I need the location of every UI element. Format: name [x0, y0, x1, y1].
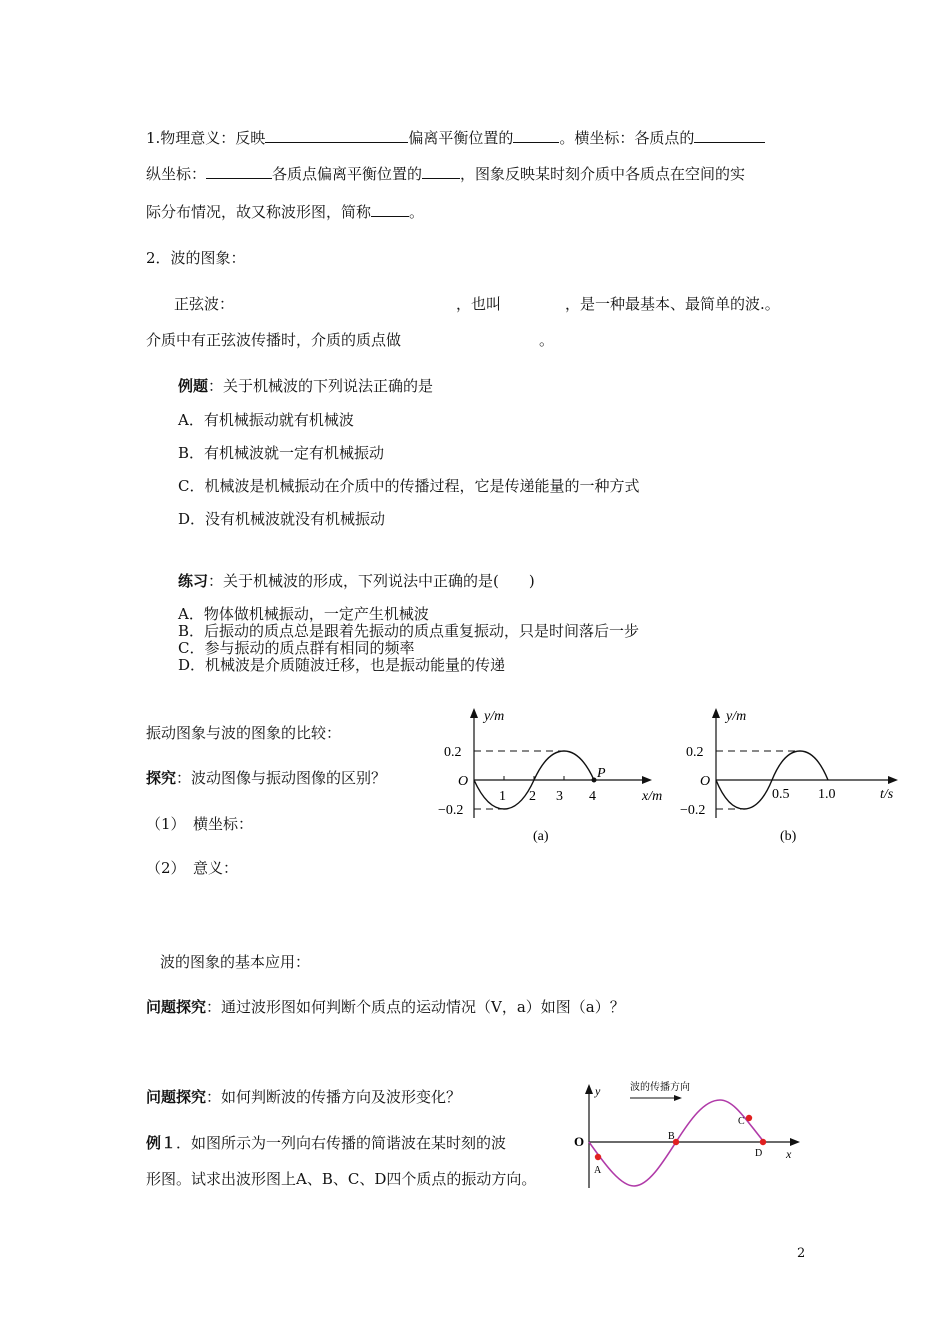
example-label: 例题: [178, 377, 209, 395]
text: 1.物理意义：反映: [146, 129, 266, 147]
example-1-label: 例１: [146, 1134, 177, 1152]
text: ：如何判断波的传播方向及波形变化？: [206, 1088, 462, 1106]
practice-label: 练习: [178, 572, 209, 590]
wave-graph-a: [430, 700, 680, 850]
text: 偏离平衡位置的: [408, 129, 514, 147]
problem-label: 问题探究: [146, 1088, 207, 1106]
problem-label: 问题探究: [146, 998, 207, 1016]
x-axis-label: t/s: [880, 787, 894, 802]
option: C．参与振动的质点群有相同的频率: [178, 639, 415, 657]
x-tick: 4: [589, 789, 596, 804]
application-title: 波的图象的基本应用：: [160, 953, 311, 971]
point-c-dot: [746, 1115, 752, 1121]
point-a-label: A: [594, 1165, 602, 1176]
x-axis-label: x/m: [642, 789, 663, 804]
option: D．没有机械波就没有机械振动: [178, 510, 386, 528]
text: ：关于机械波的形成，下列说法中正确的是( ): [208, 572, 535, 590]
point-b-label: B: [668, 1131, 675, 1142]
y-axis-label: y/m: [726, 709, 747, 724]
option: A．有机械振动就有机械波: [178, 411, 354, 429]
option: D．机械波是介质随波迁移，也是振动能量的传递: [178, 656, 506, 674]
text: 各质点偏离平衡位置的: [272, 165, 423, 183]
page-number: 2: [797, 1246, 806, 1261]
definition-line-3: [146, 202, 424, 222]
y-axis-label: y: [595, 1084, 601, 1098]
blank: [265, 128, 408, 143]
text: ，图象反映某时刻介质中各质点在空间的实: [460, 165, 746, 183]
x-tick: 1.0: [818, 787, 836, 802]
definition-line-1: [146, 128, 765, 148]
x-axis-label: x: [786, 1147, 792, 1161]
blank: [694, 128, 765, 143]
point-a-dot: [595, 1154, 601, 1160]
definition-line-2: [146, 164, 745, 184]
origin-label: O: [700, 774, 711, 789]
text: ：关于机械波的下列说法正确的是: [208, 377, 434, 395]
text: ：通过波形图如何判断个质点的运动情况（V，a）如图（a）？: [206, 998, 625, 1016]
option: A．物体做机械振动，一定产生机械波: [178, 605, 429, 623]
point-d-label: D: [755, 1148, 763, 1159]
text: 介质中有正弦波传播时，介质的质点做: [146, 331, 402, 349]
medium-line: [146, 330, 554, 350]
caption: (b): [780, 829, 797, 844]
blank: [371, 202, 409, 217]
text: 。横坐标：各质点的: [559, 129, 695, 147]
text: ，也叫: [456, 295, 502, 313]
practice-question: [178, 571, 535, 591]
y-tick-neg: −0.2: [438, 803, 464, 818]
example-1-line-2: 形图。试求出波形图上A、B、C、D四个质点的振动方向。: [146, 1170, 537, 1188]
sine-line: [174, 294, 780, 314]
vibration-graph-b: [672, 700, 912, 850]
example-question: [178, 376, 433, 396]
explore-label: 探究: [146, 769, 177, 787]
y-axis-label: y/m: [484, 709, 505, 724]
x-tick: 0.5: [772, 787, 790, 802]
origin-label: O: [458, 774, 469, 789]
explore-line: [146, 768, 386, 788]
problem-line-2: [146, 1087, 461, 1107]
caption: (a): [533, 829, 549, 844]
example-1-line-1: [146, 1133, 506, 1153]
wave-propagation-graph: [566, 1076, 806, 1196]
item-abscissa: （1） 横坐标：: [146, 815, 254, 833]
text: 纵坐标：: [146, 165, 207, 183]
y-tick-neg: −0.2: [680, 803, 706, 818]
point-p-label: P: [597, 766, 606, 781]
text: 。: [409, 203, 425, 221]
blank: [422, 164, 460, 179]
point-d-dot: [760, 1139, 766, 1145]
point-c-label: C: [738, 1116, 745, 1127]
text: ，是一种最基本、最简单的波.。: [565, 295, 780, 313]
problem-line-1: [146, 997, 625, 1017]
direction-label: 波的传播方向: [630, 1082, 690, 1093]
x-tick: 2: [529, 789, 536, 804]
section-heading: 2．波的图象：: [146, 249, 246, 267]
text: 。: [539, 331, 555, 349]
blank: [513, 128, 559, 143]
text: 际分布情况，故又称波形图，简称: [146, 203, 372, 221]
option: B．后振动的质点总是跟着先振动的质点重复振动，只是时间落后一步: [178, 622, 640, 640]
option: B．有机械波就一定有机械振动: [178, 444, 385, 462]
comparison-title: 振动图象与波的图象的比较：: [146, 724, 342, 742]
text: 正弦波：: [174, 295, 235, 313]
text: ：波动图像与振动图像的区别？: [176, 769, 387, 787]
option: C．机械波是机械振动在介质中的传播过程，它是传递能量的一种方式: [178, 477, 640, 495]
x-tick: 1: [499, 789, 506, 804]
y-tick-pos: 0.2: [444, 745, 462, 760]
blank: [206, 164, 272, 179]
y-tick-pos: 0.2: [686, 745, 704, 760]
text: ．如图所示为一列向右传播的简谐波在某时刻的波: [176, 1134, 507, 1152]
x-tick: 3: [556, 789, 563, 804]
item-meaning: （2） 意义：: [146, 859, 239, 877]
origin-label: O: [574, 1134, 585, 1149]
